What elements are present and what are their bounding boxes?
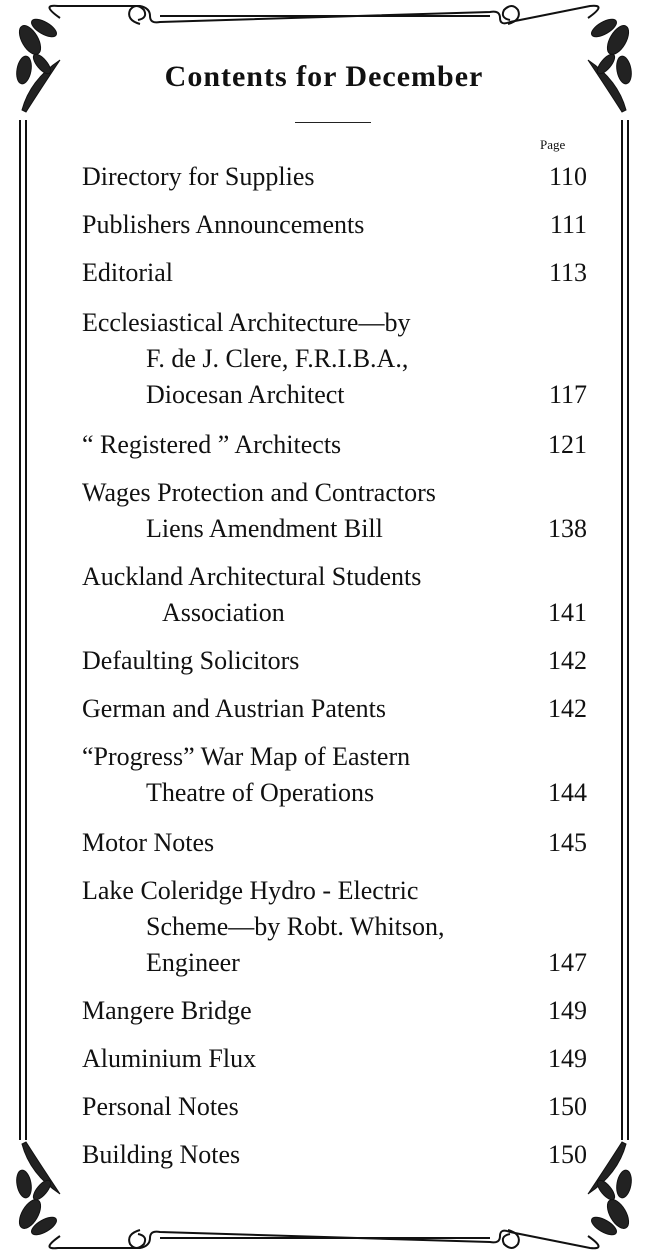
entry-title: Editorial [82,258,173,287]
contents-entry-line [82,560,587,594]
entry-title: Theatre of Operations [146,778,375,807]
entry-title: Auckland Architectural Students [82,562,422,591]
entry-page-number: 113 [548,258,587,287]
contents-entry-line [82,874,587,908]
entry-page-number: 141 [548,598,587,627]
contents-entry-line [82,910,587,944]
entry-page-number: 121 [548,430,587,459]
entry-page-number: 150 [548,1140,587,1169]
entry-title: Association [162,598,285,627]
entry-title: “Progress” War Map of Eastern [82,742,411,771]
entry-title: Aluminium Flux [82,1044,257,1073]
contents-entry-line [82,596,587,630]
entry-title: Publishers Announcements [82,210,365,239]
entry-page-number: 145 [548,828,587,857]
entry-title: Motor Notes [82,828,215,857]
contents-entry-line [82,740,587,774]
entry-page-number: 144 [548,778,587,807]
entry-page-number: 138 [548,514,587,543]
contents-entry-line [82,946,587,980]
contents-entry-line [82,994,587,1028]
contents-entry-line [82,378,587,412]
contents-entry-line [82,512,587,546]
entry-page-number: 142 [548,646,587,675]
contents-entry-line [82,826,587,860]
entry-title: Lake Coleridge Hydro - Electric [82,876,419,905]
page-title: Contents for December [164,60,484,93]
entry-title: Personal Notes [82,1092,239,1121]
entry-title: Scheme—by Robt. Whitson, [146,912,445,941]
entry-page-number: 117 [548,380,587,409]
entry-page-number: 150 [548,1092,587,1121]
contents-entry-line [82,644,587,678]
contents-entry-line [82,208,587,242]
page-column-header: Page [540,137,566,152]
entry-page-number: 142 [548,694,587,723]
contents-entry-line [82,476,587,510]
entry-page-number: 111 [549,210,587,239]
contents-entry-line [82,306,587,340]
contents-entry-line [82,428,587,462]
entry-page-number: 110 [548,162,587,191]
contents-entry-line [82,1042,587,1076]
entry-title: F. de J. Clere, F.R.I.B.A., [146,344,409,373]
entry-title: Engineer [146,948,240,977]
contents-entry-line [82,342,587,376]
contents-entry-line [82,160,587,194]
contents-entry-line [82,1090,587,1124]
entry-title: Building Notes [82,1140,241,1169]
entry-title: Directory for Supplies [82,162,315,191]
contents-entry-line [82,256,587,290]
contents-entry-line [82,776,587,810]
entry-title: German and Austrian Patents [82,694,386,723]
entry-title: Mangere Bridge [82,996,252,1025]
entry-title: Defaulting Solicitors [82,646,300,675]
contents-entry-line [82,692,587,726]
entry-title: Ecclesiastical Architecture—by [82,308,411,337]
contents-entry-line [82,1138,587,1172]
title-divider [295,122,371,123]
entry-page-number: 149 [548,1044,587,1073]
entry-page-number: 147 [548,948,587,977]
entry-title: “ Registered ” Architects [82,430,342,459]
entry-title: Wages Protection and Contractors [82,478,436,507]
entry-title: Diocesan Architect [146,380,345,409]
entry-page-number: 149 [548,996,587,1025]
entry-title: Liens Amendment Bill [146,514,383,543]
